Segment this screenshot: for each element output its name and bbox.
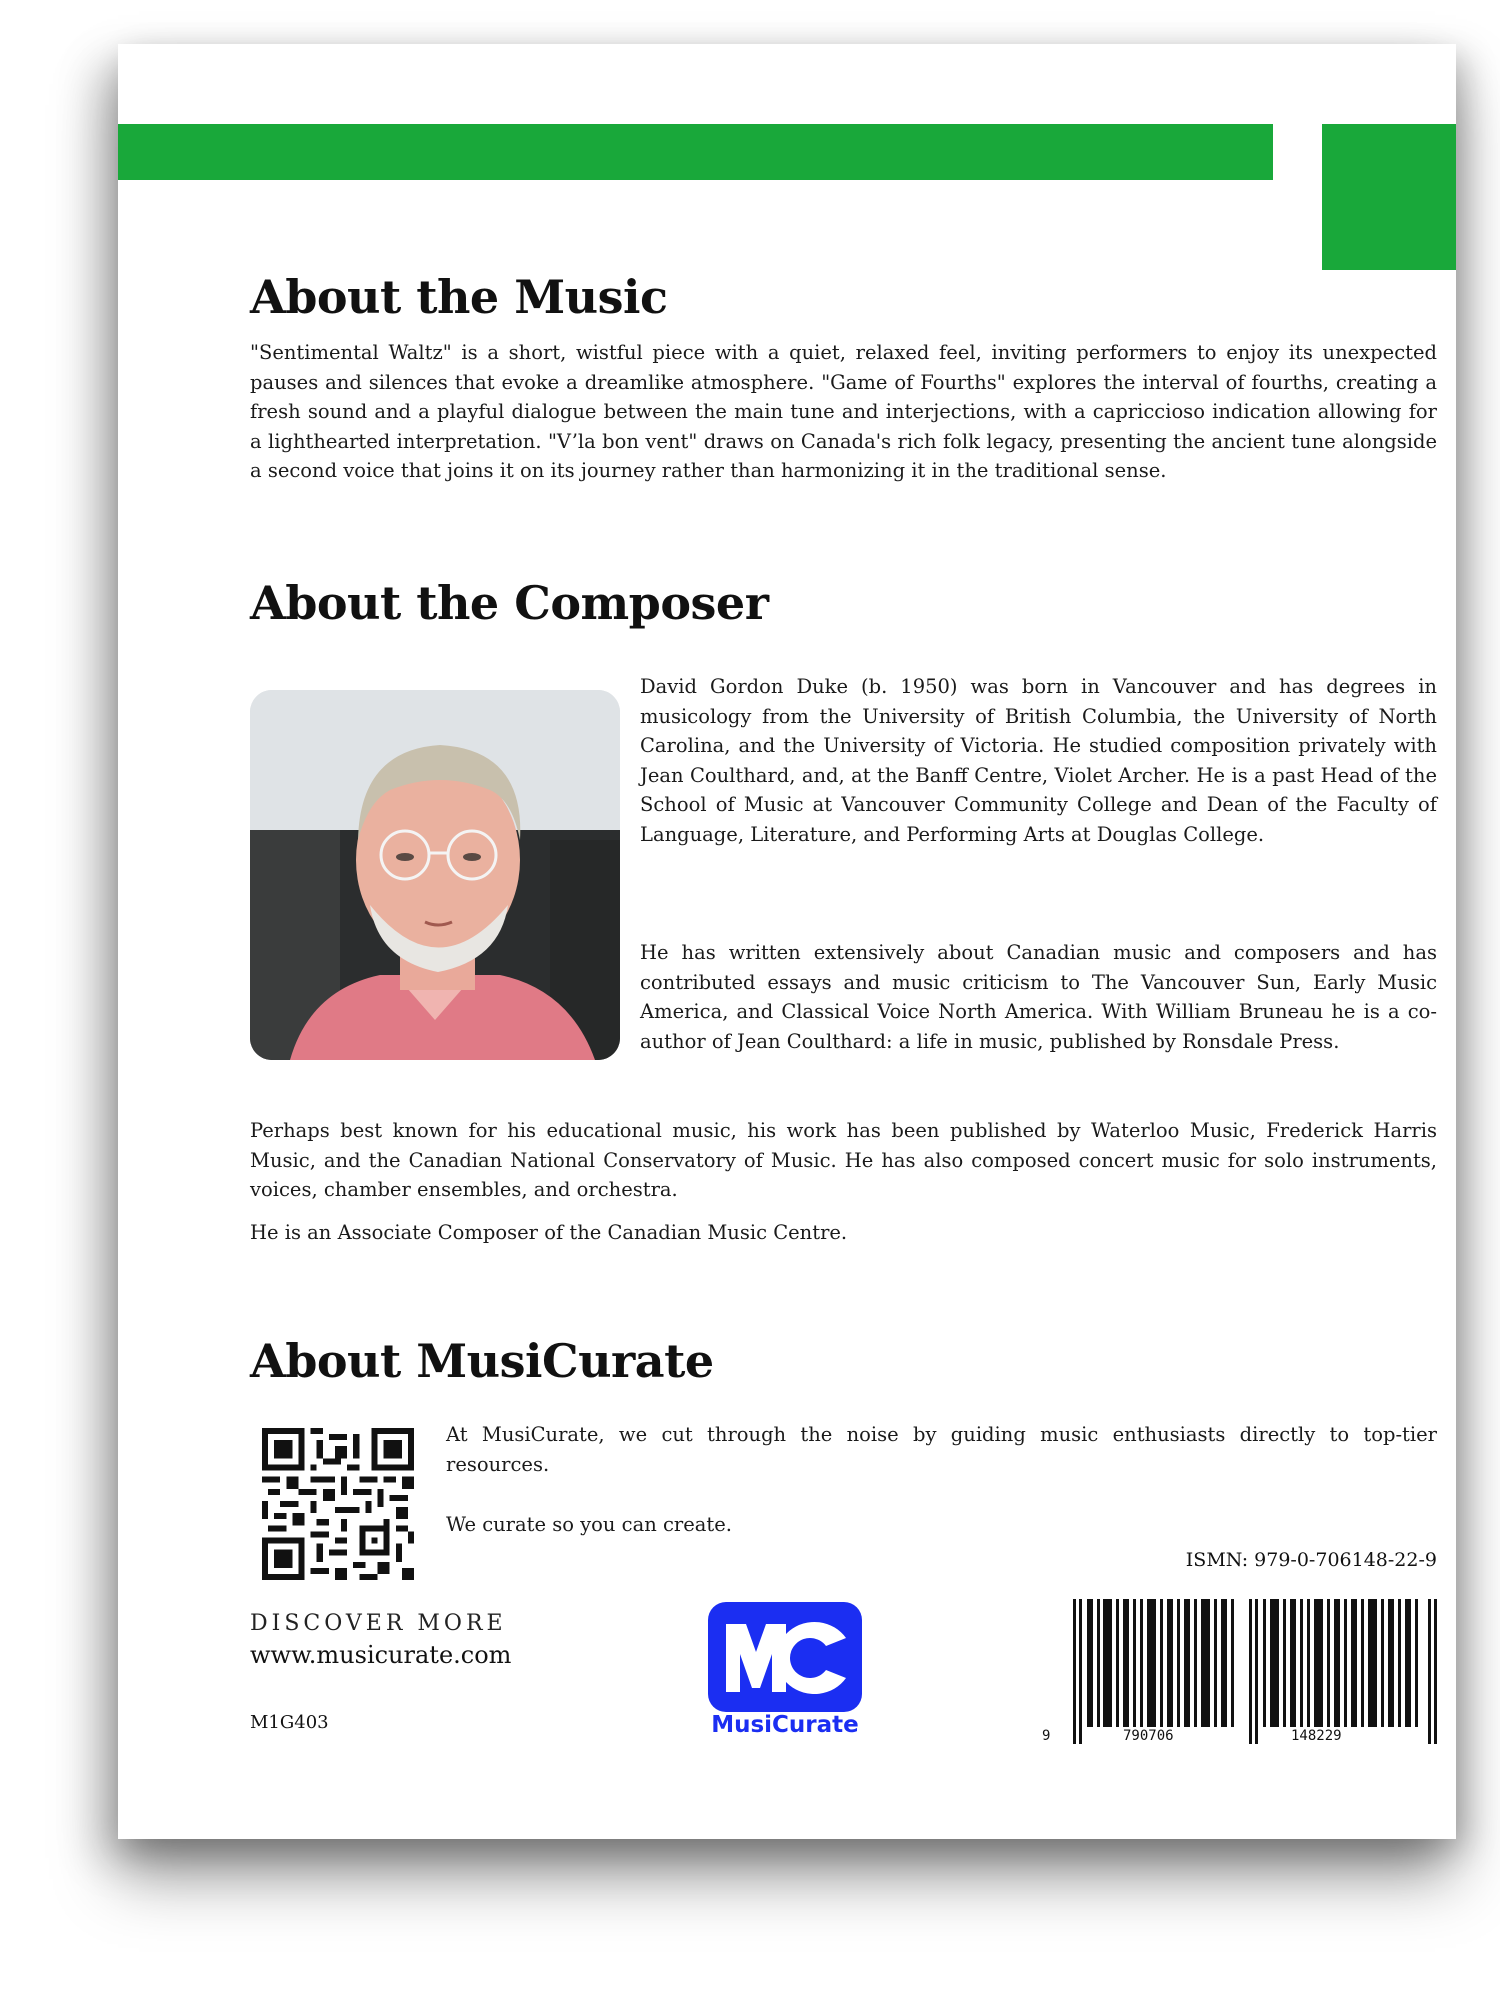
mc-logo-icon	[708, 1602, 862, 1712]
green-corner-block	[1322, 124, 1456, 270]
composer-bio-4: He is an Associate Composer of the Canadian Music Centre.	[250, 1221, 848, 1244]
composer-bio-2: He has written extensively about Canadian music and composers and has contributed essays and music criticism to The Vancouver Sun, Early Music America, and Classical Voice North America. With William Bruneau he is a co-author of Jean Coulthard: a life in music, published by Ronsdale Press.	[640, 941, 1437, 1053]
about-publisher-heading: About MusiCurate	[250, 1334, 714, 1388]
publisher-text-1: At MusiCurate, we cut through the noise by guiding music enthusiasts directly to top-tier resources.	[446, 1423, 1437, 1476]
barcode-digits-right: 148229	[1288, 1728, 1345, 1744]
publisher-slogan: We curate so you can create.	[446, 1513, 732, 1536]
composer-bio-3: Perhaps best known for his educational music, his work has been published by Waterloo Music, Frederick Harris Music, and the Canadian National Conservatory of Music. He has also composed concert music for solo instruments, voices, chamber ensembles, and orchestra.	[250, 1119, 1437, 1201]
musicurate-logo	[708, 1602, 862, 1712]
about-music-text: "Sentimental Waltz" is a short, wistful piece with a quiet, relaxed feel, inviting performers to enjoy its unexpected pauses and silences that evoke a dreamlike atmosphere. "Game of Fourths" explores the interval of fourths, creating a fresh sound and a playful dialogue between the main tune and interjections, with a capriccioso indication allowing for a lighthearted interpretation. "V’la bon vent" draws on Canada's rich folk legacy, presenting the ancient tune alongside a second voice that joins it on its journey rather than harmonizing it in the traditional sense.	[250, 341, 1437, 482]
green-top-bar	[118, 124, 1273, 180]
barcode-digits-mid: 790706	[1120, 1728, 1177, 1744]
barcode-image	[1073, 1599, 1437, 1744]
barcode-digit-left: 9	[1042, 1728, 1051, 1744]
barcode-digits-left-group	[1120, 1728, 1177, 1744]
qr-code[interactable]	[262, 1428, 414, 1580]
composer-portrait-image	[250, 690, 620, 1060]
composer-bio-1: David Gordon Duke (b. 1950) was born in Vancouver and has degrees in musicology from the University of British Columbia, the University of North Carolina, and the University of Victoria. He studied composition privately with Jean Coulthard, and, at the Banff Centre, Violet Archer. He is a past Head of the School of Music at Vancouver Community College and Dean of the Faculty of Language, Literature, and Performing Arts at Douglas College.	[640, 675, 1437, 846]
about-composer-heading: About the Composer	[250, 576, 769, 630]
back-cover-page	[118, 44, 1456, 1839]
catalog-code: M1G403	[250, 1712, 329, 1733]
website-link[interactable]: www.musicurate.com	[250, 1641, 512, 1669]
ismn-number: ISMN: 979-0-706148-22-9	[1185, 1549, 1437, 1571]
discover-more-label: DISCOVER MORE	[250, 1611, 507, 1636]
composer-photo	[250, 690, 620, 1060]
logo-wordmark: MusiCurate	[711, 1712, 859, 1738]
barcode-digits-right-group	[1288, 1728, 1345, 1744]
about-music-heading: About the Music	[250, 270, 668, 324]
